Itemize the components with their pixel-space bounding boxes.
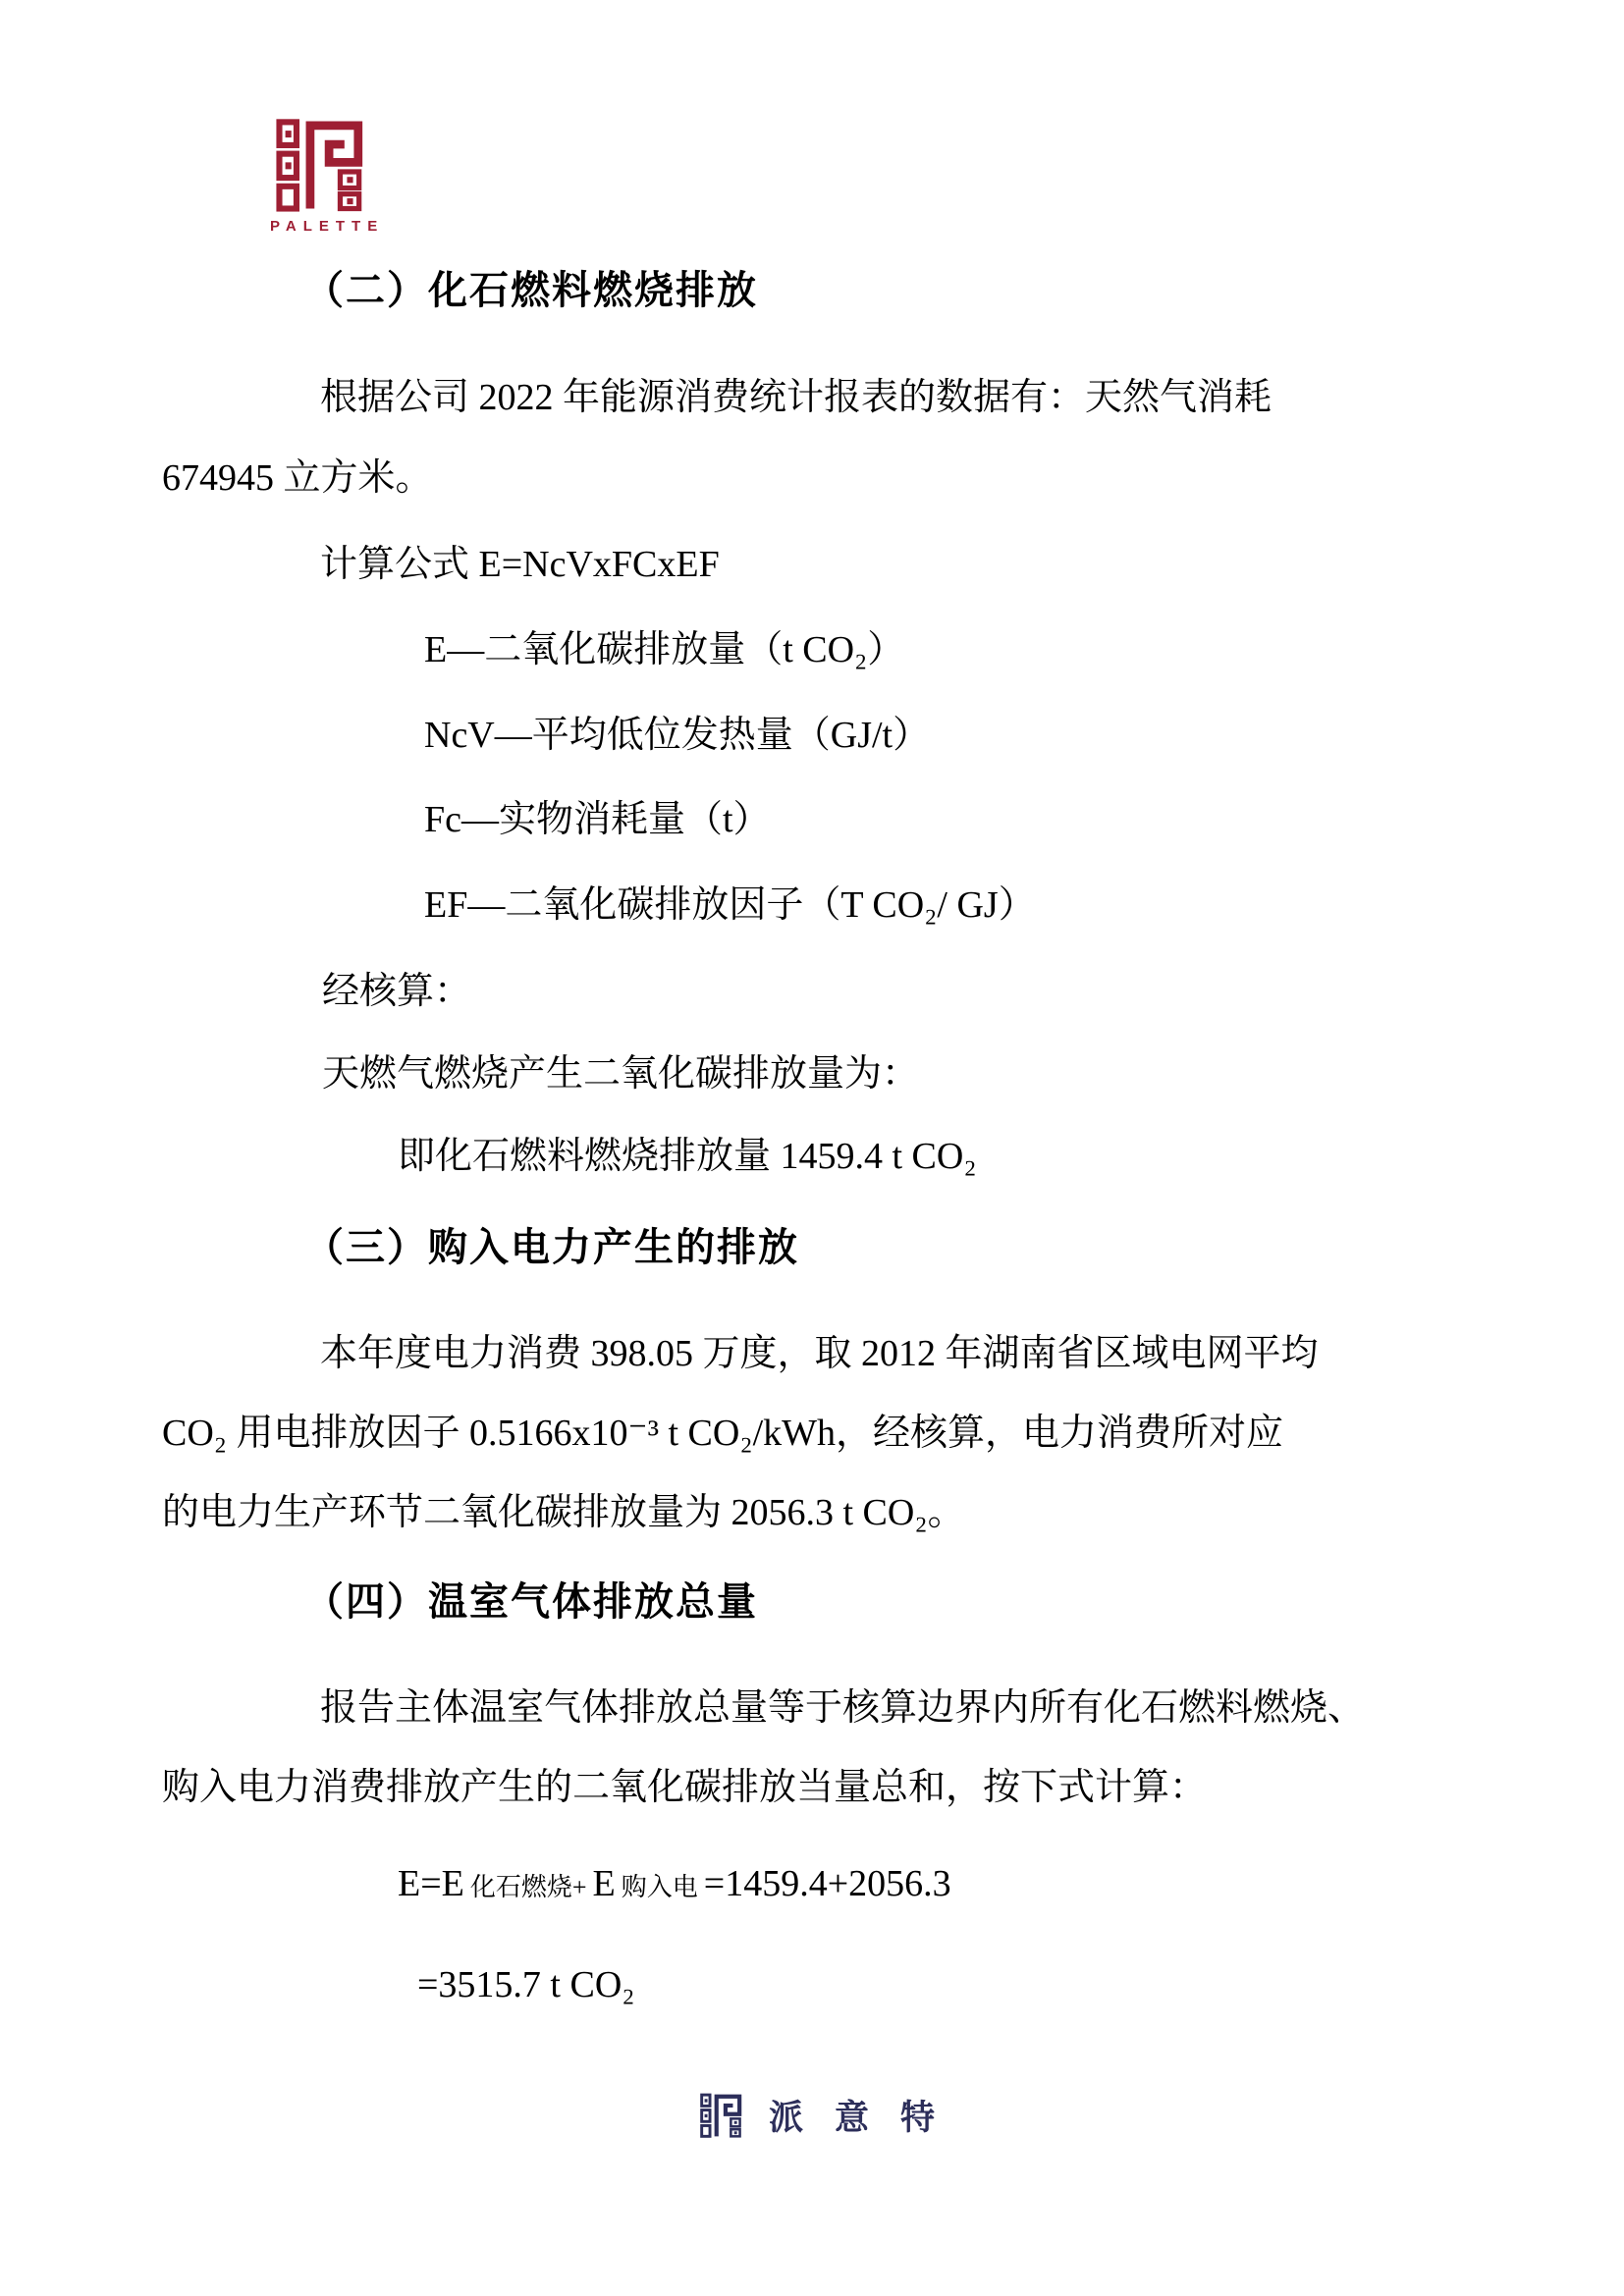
- section2-paragraph-line1: 根据公司 2022 年能源消费统计报表的数据有：天然气消耗: [320, 377, 1272, 418]
- section3-paragraph-line1: 本年度电力消费 398.05 万度，取 2012 年湖南省区域电网平均: [320, 1333, 1319, 1374]
- section3-paragraph-line3: 的电力生产环节二氧化碳排放量为 2056.3 t CO₂。: [162, 1492, 965, 1533]
- header-logo: [270, 118, 385, 235]
- palette-logo-icon: [270, 118, 376, 212]
- section4-paragraph-line2: 购入电力消费排放产生的二氧化碳排放当量总和，按下式计算：: [162, 1767, 1208, 1808]
- section3-paragraph-line2: CO₂ 用电排放因子 0.5166x10⁻³ t CO₂/kWh，经核算，电力消费所对应: [162, 1413, 1284, 1454]
- formula-subscript2: 购入电: [621, 1873, 698, 1901]
- palette-footer-logo-icon: [700, 2093, 745, 2138]
- section4-paragraph-line1: 报告主体温室气体排放总量等于核算边界内所有化石燃料燃烧、: [320, 1687, 1366, 1729]
- header-brand-text: PALETTE: [270, 218, 385, 235]
- result-intro-line2: 天燃气燃烧产生二氧化碳排放量为：: [322, 1053, 920, 1095]
- formula-subscript1: 化石燃烧+: [469, 1873, 587, 1901]
- formula-part3: =1459.4+2056.3: [703, 1863, 951, 1904]
- result-intro-line1: 经核算：: [322, 971, 472, 1012]
- definition-line-ncv: NcV—平均低位发热量（GJ/t）: [424, 715, 931, 756]
- total-emission-result: =3515.7 t CO₂: [417, 1964, 635, 2005]
- footer-brand-text: 派意特: [769, 2099, 967, 2137]
- footer-logo: [700, 2091, 966, 2140]
- formula-part2: E: [592, 1863, 616, 1904]
- section3-heading: （三）购入电力产生的排放: [304, 1226, 799, 1269]
- total-emission-formula: [398, 1862, 951, 1907]
- formula-part1: E=E: [398, 1863, 464, 1904]
- definition-line-e: E—二氧化碳排放量（t CO₂）: [424, 629, 905, 670]
- section4-heading: （四）温室气体排放总量: [304, 1580, 758, 1624]
- section2-result-line: 即化石燃料燃烧排放量 1459.4 t CO₂: [398, 1136, 977, 1177]
- section2-paragraph-line2: 674945 立方米。: [162, 457, 433, 499]
- definition-line-ef: EF—二氧化碳排放因子（T CO₂/ GJ）: [424, 884, 1036, 926]
- definition-line-fc: Fc—实物消耗量（t）: [424, 799, 771, 840]
- formula-intro-line: 计算公式 E=NcVxFCxEF: [320, 544, 720, 585]
- section2-heading: （二）化石燃料燃烧排放: [304, 269, 758, 312]
